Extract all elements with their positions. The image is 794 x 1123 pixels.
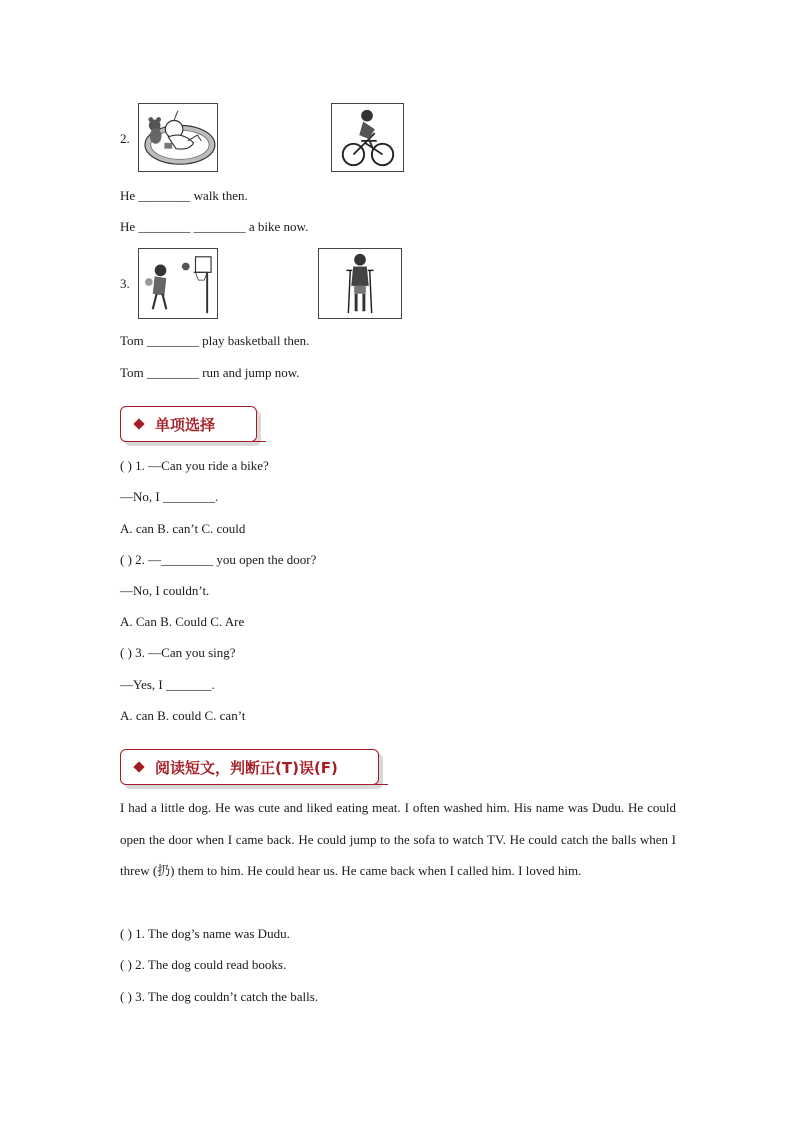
section-title: 阅读短文，判断正(T)误(F) bbox=[155, 758, 338, 777]
choice-question-2-reply: —No, I couldn’t. bbox=[120, 583, 210, 598]
question-2-line-2: He ________ ________ a bike now. bbox=[120, 219, 309, 234]
reading-passage: I had a little dog. He was cute and liked eating meat. I often washed him. His name was Dudu. He could open the door when I came back. He could jump to the sofa to watch TV. He could catch the balls when I threw (扔) them to him. He could hear us. He came back when I called him. I loved him. bbox=[120, 800, 676, 878]
true-false-statement-1: ( ) 1. The dog’s name was Dudu. bbox=[120, 926, 290, 941]
true-false-statement-3: ( ) 3. The dog couldn’t catch the balls. bbox=[120, 989, 319, 1004]
choice-question-1-options: A. can B. can’t C. could bbox=[120, 521, 246, 536]
diamond-bullet-icon bbox=[133, 761, 144, 772]
question-3-line-2: Tom ________ run and jump now. bbox=[120, 365, 300, 380]
question-number-2: 2. bbox=[120, 131, 130, 146]
diamond-bullet-icon bbox=[133, 418, 144, 429]
choice-question-2-options: A. Can B. Could C. Are bbox=[120, 614, 245, 629]
choice-question-2: ( ) 2. —________ you open the door? bbox=[120, 552, 317, 567]
choice-question-3-options: A. can B. could C. can’t bbox=[120, 708, 246, 723]
boy-on-crutches-picture bbox=[318, 248, 402, 319]
section-header-reading bbox=[120, 749, 379, 785]
choice-question-1-reply: —No, I ________. bbox=[120, 489, 219, 504]
section-title: 单项选择 bbox=[155, 415, 216, 434]
boy-riding-bike-picture bbox=[331, 103, 404, 172]
choice-question-3: ( ) 3. —Can you sing? bbox=[120, 645, 236, 660]
choice-question-3-reply: —Yes, I _______. bbox=[120, 677, 215, 692]
question-number-3: 3. bbox=[120, 276, 130, 291]
choice-question-1: ( ) 1. —Can you ride a bike? bbox=[120, 458, 269, 473]
boy-playing-basketball-picture bbox=[138, 248, 218, 319]
question-3-line-1: Tom ________ play basketball then. bbox=[120, 333, 310, 348]
section-header-multiple-choice bbox=[120, 406, 257, 442]
true-false-statement-2: ( ) 2. The dog could read books. bbox=[120, 957, 287, 972]
baby-crawling-picture bbox=[138, 103, 218, 172]
question-2-line-1: He ________ walk then. bbox=[120, 188, 248, 203]
